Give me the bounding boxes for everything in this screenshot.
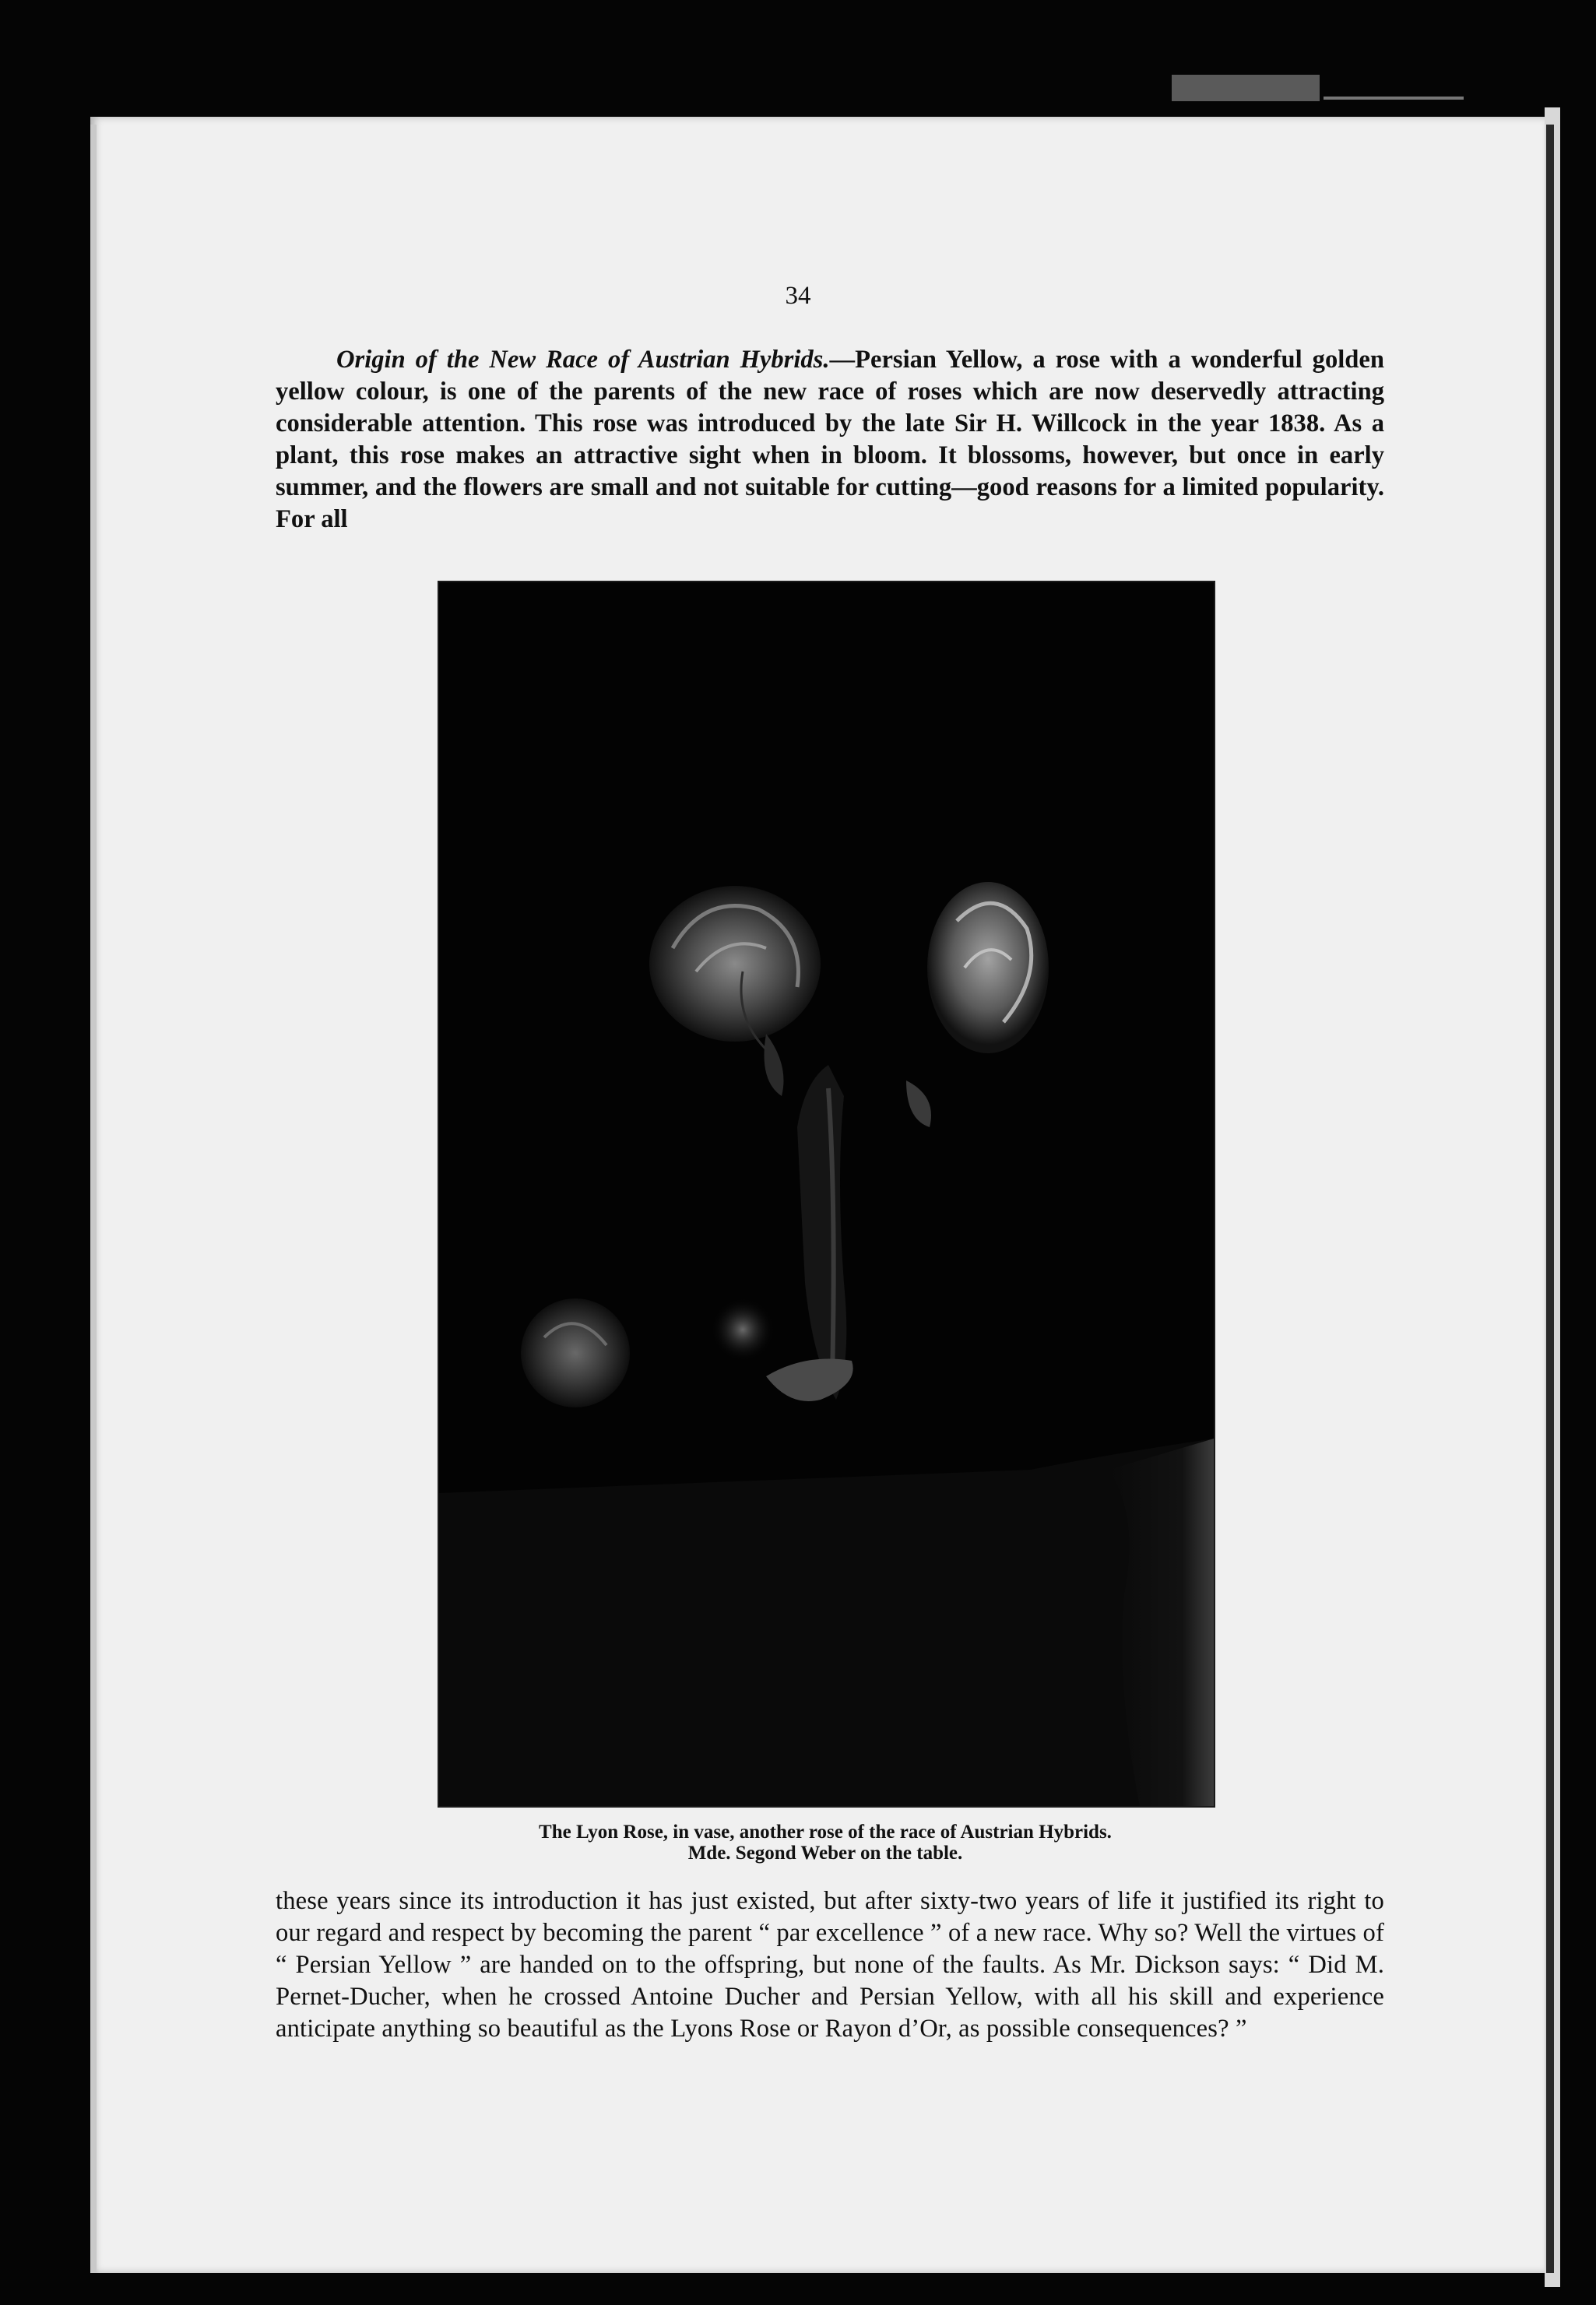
page-left-edge (90, 125, 97, 2273)
caption-line-1: The Lyon Rose, in vase, another rose of the race of Austrian Hybrids. (539, 1822, 1112, 1843)
scan-edge-strip (1172, 75, 1320, 101)
paragraph-continuation: these years since its introduction it has just existed, but after sixty-two years of life it justified its right to our regard and respect by becoming the parent “ par excellence ” of a new race. Why so? Well the virtues of “ Persian Yellow ” are handed on to the offspring, but none of the faults. As Mr. Dickson says: “ Did M. Pernet-Ducher, when he crossed Antoine Ducher and Persian Yellow, with all his skill and experience anticipate anything so beautiful as the Lyons Rose or Rayon d’Or, as possible consequences? ” (276, 1887, 1384, 2043)
plate-caption (389, 1822, 1261, 1864)
paragraph-body: —Persian Yellow, a rose with a wonderful golden yellow colour, is one of the parents of the new race of roses which are now deservedly attracting considerable attention. This rose was introduced by the late Sir H. Willcock in the year 1838. As a plant, this rose makes an attractive sight when in bloom. It blossoms, however, but once in early summer, and the flowers are small and not suitable for cutting—good reasons for a limited popularity. For all (276, 346, 1384, 533)
rose-photograph (439, 582, 1214, 1806)
paragraph-origin (276, 344, 1384, 536)
binding-shadow (1546, 125, 1554, 2273)
page-number: 34 (785, 282, 811, 310)
scan-edge-line (1324, 97, 1464, 100)
caption-line-2: Mde. Segond Weber on the table. (687, 1843, 963, 1864)
paragraph-lead-heading: Origin of the New Race of Austrian Hybrids. (336, 346, 830, 374)
photo-plate (438, 581, 1215, 1808)
